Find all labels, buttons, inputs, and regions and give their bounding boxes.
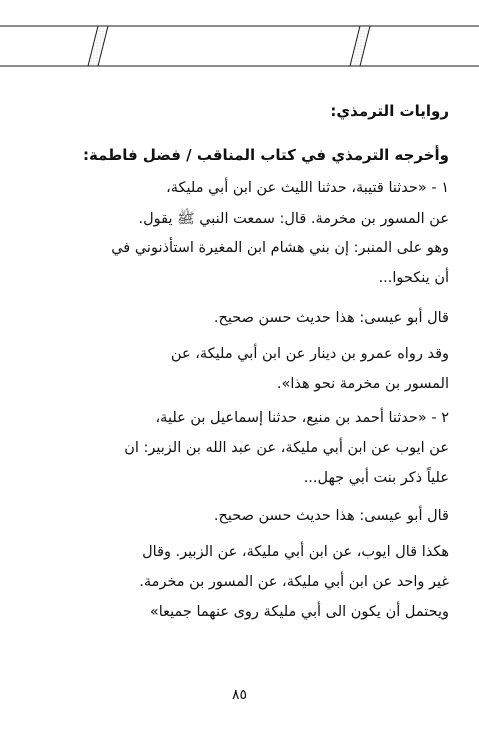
hadith-2-line-3: علياً ذكر بنت أبي جهل... (303, 470, 449, 486)
note-2-line-2: غير واحد عن ابن أبي مليكة، عن المسور بن مخرمة. (139, 574, 449, 590)
grading-1: قال أبو عيسى: هذا حديث حسن صحيح. (213, 310, 449, 326)
note-1-line-2: المسور بن مخرمة نحو هذا». (276, 376, 449, 392)
header-panel-right (360, 26, 479, 66)
hadith-1-line-4: أن ينكحوا... (378, 270, 449, 286)
header-decoration (0, 0, 479, 80)
note-1-line-1: وقد رواه عمرو بن دينار عن ابن أبي مليكة، عن (170, 346, 449, 362)
grading-2: قال أبو عيسى: هذا حديث حسن صحيح. (213, 508, 449, 524)
hadith-1-line-1: ١ - «حدثنا قتيبة، حدثنا الليث عن ابن أبي مليكة، (166, 180, 449, 196)
hadith-2-line-1: ٢ - «حدثنا أحمد بن منيع، حدثنا إسماعيل بن علية، (155, 410, 449, 426)
hadith-1-line-2: عن المسور بن مخرمة. قال: سمعت النبي ﷺ يقول. (138, 211, 449, 227)
header-panel-center (98, 26, 360, 66)
page-number: ٨٥ (231, 687, 248, 703)
hadith-1-line-3: وهو على المنبر: إن بني هشام ابن المغيرة استأذنوني في (111, 240, 449, 256)
section-subheading: وأخرجه الترمذي في كتاب المناقب / فضل فاطمة: (82, 146, 449, 164)
hadith-2-line-2: عن ايوب عن ابن أبي مليكة، عن عبد الله بن الزبير: ان (124, 440, 449, 456)
header-panel-left (0, 26, 98, 66)
note-2-line-1: هكذا قال ايوب، عن ابن أبي مليكة، عن الزبير. وقال (142, 544, 449, 560)
note-2-line-3: ويحتمل أن يكون الى أبي مليكة روى عنهما جميعا» (149, 604, 449, 620)
section-heading: روايات الترمذي: (330, 102, 449, 120)
